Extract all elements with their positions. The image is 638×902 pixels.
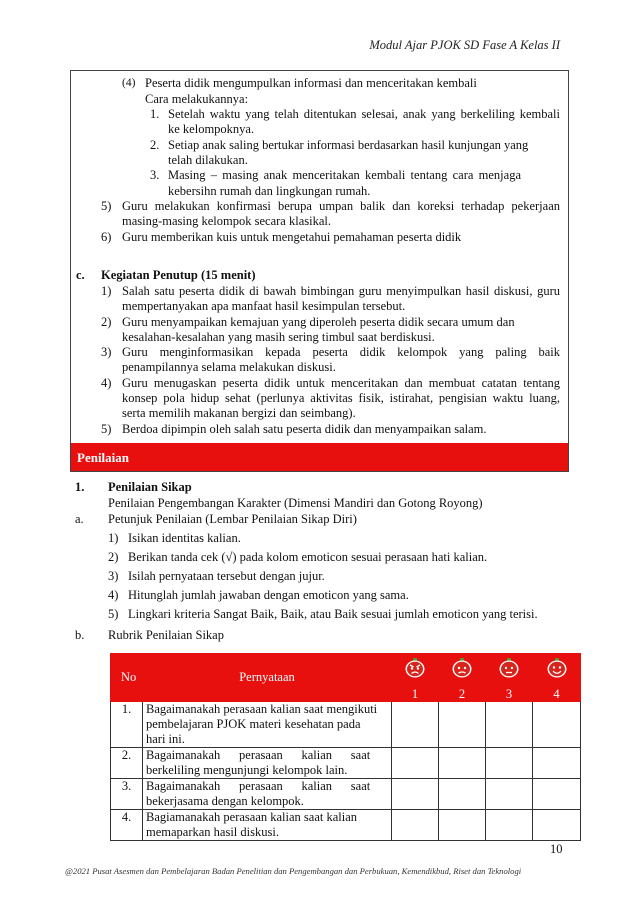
row-number: 1. <box>111 702 143 748</box>
answer-cell[interactable] <box>392 779 439 810</box>
col-header-no: No <box>111 654 143 702</box>
subsection-a-letter: a. <box>75 512 84 526</box>
step-number: 2. <box>150 138 160 152</box>
page-header-title: Modul Ajar PJOK SD Fase A Kelas II <box>369 38 560 52</box>
table-row <box>111 748 581 779</box>
instruction-text: Isikan identitas kalian. <box>128 531 241 545</box>
emoticon-header-4 <box>533 654 581 687</box>
closing-number: 3) <box>101 345 112 359</box>
answer-cell[interactable] <box>392 810 439 841</box>
closing-text-cont: penampilannya selama melakukan diskusi. <box>122 360 336 374</box>
item-4-text: Peserta didik mengumpulkan informasi dan menceritakan kembali <box>145 76 477 90</box>
footer-copyright: @2021 Pusat Asesmen dan Pembelajaran Badan Penelitian dan Pengembangan dan Perbukuan, Kemendikbud, Riset dan Teknologi <box>65 866 522 876</box>
step-text-cont: telah dilakukan. <box>168 153 248 167</box>
item-5-number: 5) <box>101 199 112 213</box>
assessment-number: 1. <box>75 480 85 494</box>
closing-text-cont: serta memilih makanan bergizi dan seimbang). <box>122 406 356 420</box>
emoticon-header-3 <box>486 654 533 687</box>
instruction-number: 3) <box>108 569 119 583</box>
page-number: 10 <box>550 842 563 856</box>
col-header-statement: Pernyataan <box>143 654 392 702</box>
closing-text-cont: kesalahan-kesalahan yang masih sering timbul saat berdiskusi. <box>122 330 435 344</box>
answer-cell[interactable] <box>533 748 581 779</box>
score-label: 3 <box>486 687 533 702</box>
step-text: Masing – masing anak menceritakan kembali tentang cara menjaga <box>168 168 521 182</box>
step-number: 3. <box>150 168 160 182</box>
happy-face-icon <box>546 658 568 678</box>
answer-cell[interactable] <box>392 748 439 779</box>
sad-face-icon <box>451 658 473 678</box>
penilaian-header-label: Penilaian <box>77 450 130 465</box>
answer-cell[interactable] <box>439 748 486 779</box>
penilaian-header-bar <box>71 443 568 471</box>
answer-cell[interactable] <box>533 779 581 810</box>
instruction-text: Hitunglah jumlah jawaban dengan emoticon yang sama. <box>128 588 409 602</box>
instruction-number: 2) <box>108 550 119 564</box>
instruction-number: 4) <box>108 588 119 602</box>
instruction-number: 1) <box>108 531 119 545</box>
answer-cell[interactable] <box>533 702 581 748</box>
answer-cell[interactable] <box>439 702 486 748</box>
instruction-text: Berikan tanda cek (√) pada kolom emoticon sesuai perasaan hati kalian. <box>128 550 488 564</box>
answer-cell[interactable] <box>486 779 533 810</box>
item-4-number: (4) <box>122 77 136 89</box>
answer-cell[interactable] <box>392 702 439 748</box>
closing-number: 5) <box>101 422 112 436</box>
closing-text-cont: konsep pola hidup sehat (perlunya aktivitas fisik, istirahat, pengisian waktu luang, <box>122 391 560 405</box>
row-number: 2. <box>111 748 143 779</box>
answer-cell[interactable] <box>486 810 533 841</box>
item-6-text: Guru memberikan kuis untuk mengetahui pemahaman peserta didik <box>122 230 462 244</box>
score-label: 1 <box>392 687 439 702</box>
closing-text: Berdoa dipimpin oleh salah satu peserta didik dan menyampaikan salam. <box>122 422 487 436</box>
row-statement: Bagaimanakah perasaan kalian saat berkeliling mengunjungi kelompok lain. <box>143 748 392 779</box>
answer-cell[interactable] <box>486 748 533 779</box>
item-6-number: 6) <box>101 230 112 244</box>
score-label: 2 <box>439 687 486 702</box>
step-text-cont: kebersihn rumah dan lingkungan rumah. <box>168 184 371 198</box>
step-number: 1. <box>150 107 160 121</box>
method-label: Cara melakukannya: <box>145 92 249 106</box>
answer-cell[interactable] <box>533 810 581 841</box>
angry-face-icon <box>404 658 426 678</box>
instruction-text: Lingkari kriteria Sangat Baik, Baik, atau Baik sesuai jumlah emoticon yang terisi. <box>128 607 538 621</box>
score-label: 4 <box>533 687 581 702</box>
item-5-text: Guru melakukan konfirmasi berupa umpan balik dan koreksi terhadap pekerjaan <box>122 199 560 213</box>
row-number: 4. <box>111 810 143 841</box>
table-row <box>111 810 581 841</box>
row-statement: Bagaimanakah perasaan kalian saat mengikuti pembelajaran PJOK materi kesehatan pada hari ini. <box>143 702 392 748</box>
subsection-b-title: Rubrik Penilaian Sikap <box>108 628 224 642</box>
row-number: 3. <box>111 779 143 810</box>
subsection-b-letter: b. <box>75 628 85 642</box>
answer-cell[interactable] <box>439 810 486 841</box>
table-row <box>111 702 581 748</box>
assessment-title: Penilaian Sikap <box>108 480 192 494</box>
rubric-table <box>110 653 581 841</box>
section-c-letter: c. <box>76 268 85 282</box>
step-text-cont: ke kelompoknya. <box>168 122 255 136</box>
answer-cell[interactable] <box>439 779 486 810</box>
subsection-a-title: Petunjuk Penilaian (Lembar Penilaian Sikap Diri) <box>108 512 357 526</box>
emoticon-header-1 <box>392 654 439 687</box>
table-row <box>111 779 581 810</box>
closing-text: Salah satu peserta didik di bawah bimbingan guru menyimpulkan hasil diskusi, guru <box>122 284 560 298</box>
instruction-text: Isilah pernyataan tersebut dengan jujur. <box>128 569 325 583</box>
step-text: Setelah waktu yang telah ditentukan selesai, anak yang berkeliling kembali <box>168 107 560 121</box>
closing-text: Guru menginformasikan kepada peserta didik kelompok yang paling baik <box>122 345 560 359</box>
section-c-title: Kegiatan Penutup (15 menit) <box>101 268 256 282</box>
row-statement: Bagiamanakah perasaan kalian saat kalian memaparkan hasil diskusi. <box>143 810 392 841</box>
closing-number: 1) <box>101 284 112 298</box>
closing-text-cont: mempertanyakan apa manfaat hasil kesimpulan tersebut. <box>122 299 406 313</box>
answer-cell[interactable] <box>486 702 533 748</box>
item-5-text-cont: masing-masing kelompok secara klasikal. <box>122 214 331 228</box>
row-statement: Bagaimanakah perasaan kalian saat bekerjasama dengan kelompok. <box>143 779 392 810</box>
neutral-face-icon <box>498 658 520 678</box>
closing-text: Guru menugaskan peserta didik untuk menceritakan dan membuat catatan tentang <box>122 376 560 390</box>
assessment-subtitle: Penilaian Pengembangan Karakter (Dimensi Mandiri dan Gotong Royong) <box>108 496 483 510</box>
closing-text: Guru menyampaikan kemajuan yang diperoleh peserta didik secara umum dan <box>122 315 515 329</box>
closing-number: 2) <box>101 315 112 329</box>
closing-number: 4) <box>101 376 112 390</box>
step-text: Setiap anak saling bertukar informasi berdasarkan hasil kunjungan yang <box>168 138 529 152</box>
emoticon-header-2 <box>439 654 486 687</box>
instruction-number: 5) <box>108 607 119 621</box>
